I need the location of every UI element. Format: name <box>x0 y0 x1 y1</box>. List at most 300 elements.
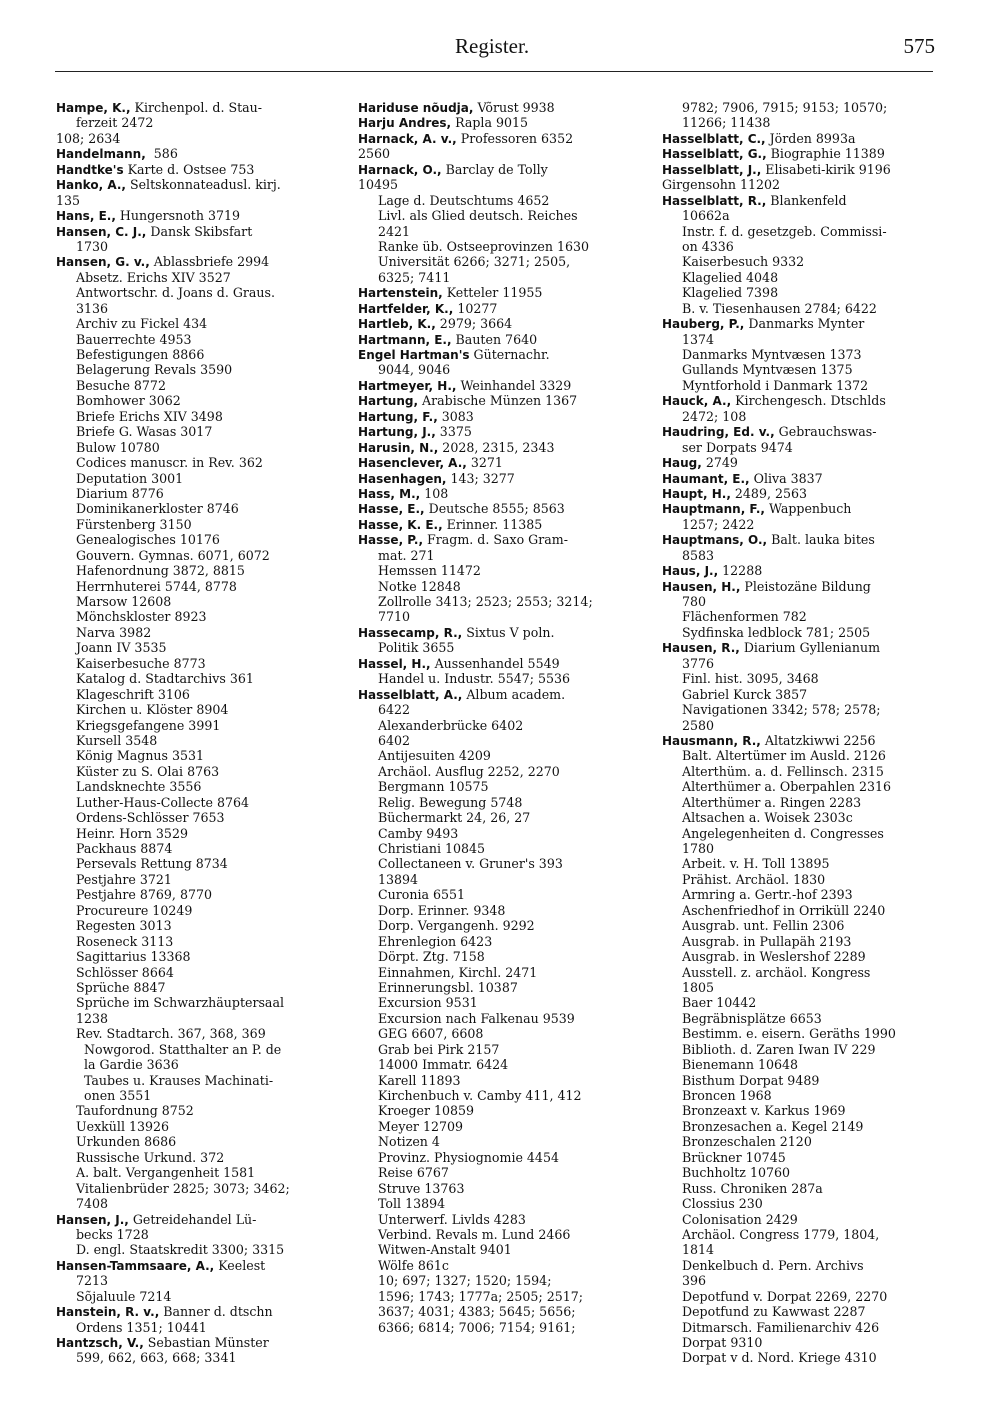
index-entry <box>56 795 346 810</box>
entry-text: Sydfinska ledblock 781; 2505 <box>682 624 871 640</box>
index-entry <box>358 1181 648 1196</box>
index-entry <box>56 579 346 594</box>
entry-text: 780 <box>682 594 707 609</box>
index-entry <box>56 1134 346 1149</box>
index-entry <box>358 1289 648 1304</box>
entry-heading: Hansen-Tammsaare, A., <box>56 1258 215 1273</box>
entry-text: Banner d. dtschn <box>159 1304 273 1320</box>
entry-text: Alterthüm. a. d. Fellinsch. 2315 <box>682 763 884 779</box>
entry-text: Livl. als Glied deutsch. Reiches <box>378 208 578 224</box>
index-entry <box>662 1073 954 1088</box>
index-entry <box>662 1350 954 1365</box>
index-entry <box>56 702 346 717</box>
index-entry <box>358 440 648 455</box>
entry-text: Clossius 230 <box>682 1196 763 1212</box>
entry-text: Toll 13894 <box>378 1196 446 1212</box>
entry-text: Ausgrab. unt. Fellin 2306 <box>682 918 845 934</box>
index-entry <box>358 949 648 964</box>
index-entry <box>56 301 346 316</box>
entry-text: 108; 2634 <box>56 130 121 146</box>
index-entry <box>56 1073 346 1088</box>
entry-heading: Hasselblatt, C., <box>662 131 766 146</box>
entry-heading: Hauptmans, O., <box>662 533 768 548</box>
entry-text: Grab bei Pirk 2157 <box>378 1041 500 1057</box>
index-entry <box>358 100 648 115</box>
index-entry <box>358 131 648 146</box>
index-entry <box>358 903 648 918</box>
entry-heading: Hasse, K. E., <box>358 517 443 532</box>
index-entry <box>662 1057 954 1072</box>
index-entry <box>358 301 648 316</box>
entry-text: Seltskonnateadusl. kirj. <box>125 177 281 193</box>
entry-text: Brückner 10745 <box>682 1149 786 1165</box>
entry-text: 3271 <box>466 455 503 471</box>
index-entry <box>56 594 346 609</box>
entry-text: 1730 <box>76 238 109 254</box>
index-entry <box>56 980 346 995</box>
entry-heading: Haug, <box>662 456 702 471</box>
entry-text: Roseneck 3113 <box>76 933 174 949</box>
index-entry <box>662 1150 954 1165</box>
entry-text: 3136 <box>76 300 109 316</box>
entry-text: Dörpt. Ztg. 7158 <box>378 949 485 965</box>
entry-text: Klagelied 4048 <box>682 269 779 285</box>
entry-text: A. balt. Vergangenheit 1581 <box>76 1165 256 1181</box>
index-entry <box>56 501 346 516</box>
entry-text: Meyer 12709 <box>378 1118 464 1134</box>
index-entry <box>662 193 954 208</box>
index-entry <box>358 254 648 269</box>
entry-text: Karell 11893 <box>378 1072 461 1088</box>
index-entry <box>358 625 648 640</box>
entry-text: Bomhower 3062 <box>76 393 181 409</box>
entry-text: Colonisation 2429 <box>682 1211 798 1227</box>
index-entry <box>662 949 954 964</box>
entry-text: 10662a <box>682 208 730 224</box>
index-entry <box>662 532 954 547</box>
index-entry <box>662 270 954 285</box>
index-entry <box>56 347 346 362</box>
entry-heading: Harju Andres, <box>358 116 452 131</box>
index-entry <box>358 316 648 331</box>
index-entry <box>662 486 954 501</box>
entry-text: Verbind. Revals m. Lund 2466 <box>378 1226 571 1242</box>
index-entry <box>56 270 346 285</box>
index-entry <box>56 779 346 794</box>
entry-text: 108 <box>420 485 449 501</box>
index-entry <box>358 779 648 794</box>
index-entry <box>662 146 954 161</box>
entry-text: Gullands Myntvæsen 1375 <box>682 362 853 378</box>
index-entry <box>662 1212 954 1227</box>
entry-heading: Haumant, E., <box>662 471 750 486</box>
entry-text: Balt. lauka bites <box>767 532 875 548</box>
entry-text: Erinner. 11385 <box>442 516 543 532</box>
entry-heading: Hansen, J., <box>56 1212 129 1227</box>
index-entry <box>358 347 648 362</box>
entry-heading: Hansen, C. J., <box>56 224 147 239</box>
index-entry <box>56 748 346 763</box>
entry-heading: Hasselblatt, R., <box>662 193 767 208</box>
entry-text: 2580 <box>682 717 715 733</box>
index-entry <box>662 517 954 532</box>
entry-text: Alterthümer a. Oberpahlen 2316 <box>682 779 892 795</box>
entry-heading: Hariduse nõudja, <box>358 101 474 115</box>
index-entry <box>662 332 954 347</box>
index-entry <box>662 548 954 563</box>
index-entry <box>56 362 346 377</box>
entry-text: Curonia 6551 <box>378 887 466 903</box>
entry-text: Bronzeschalen 2120 <box>682 1134 812 1150</box>
index-entry <box>662 733 954 748</box>
page-number: 575 <box>903 34 935 58</box>
entry-text: Sebastian Münster <box>143 1335 269 1350</box>
entry-text: Russische Urkund. 372 <box>76 1149 225 1165</box>
index-entry <box>662 702 954 717</box>
entry-text: Elisabeti-kirik 9196 <box>761 161 891 177</box>
entry-text: 13894 <box>378 871 419 887</box>
entry-text: la Gardie 3636 <box>84 1057 179 1073</box>
entry-text: Notizen 4 <box>378 1134 440 1150</box>
index-entry <box>358 810 648 825</box>
index-entry <box>358 656 648 671</box>
index-entry <box>662 1011 954 1026</box>
index-entry <box>662 826 954 841</box>
index-entry <box>56 285 346 300</box>
index-entry <box>56 440 346 455</box>
index-entry <box>56 100 346 115</box>
entry-text: Hungersnoth 3719 <box>115 208 241 224</box>
index-entry <box>56 965 346 980</box>
entry-text: 3375 <box>435 424 472 440</box>
index-entry <box>662 980 954 995</box>
index-entry <box>358 1227 648 1242</box>
entry-text: Struve 13763 <box>378 1180 465 1196</box>
index-entry <box>662 208 954 223</box>
index-entry <box>56 995 346 1010</box>
index-entry <box>662 594 954 609</box>
index-entry <box>662 1134 954 1149</box>
index-entry <box>662 409 954 424</box>
entry-text: 1374 <box>682 331 715 347</box>
entry-text: Dorp. Vergangenh. 9292 <box>378 918 535 934</box>
index-entry <box>56 563 346 578</box>
index-entry <box>56 316 346 331</box>
index-entry <box>358 1304 648 1319</box>
index-entry <box>358 1042 648 1057</box>
entry-text: Oliva 3837 <box>749 470 823 486</box>
entry-text: Gouvern. Gymnas. 6071, 6072 <box>76 547 270 563</box>
index-entry <box>56 1026 346 1041</box>
entry-text: Briefe Erichs XIV 3498 <box>76 408 223 424</box>
index-entry <box>662 795 954 810</box>
index-entry <box>358 934 648 949</box>
entry-text: Sixtus V poln. <box>462 624 555 640</box>
entry-text: Excursion 9531 <box>378 995 478 1011</box>
index-entry <box>662 177 954 192</box>
index-entry <box>662 316 954 331</box>
entry-text: D. engl. Staatskredit 3300; 3315 <box>76 1242 285 1258</box>
entry-text: Schlösser 8664 <box>76 964 174 980</box>
index-entry <box>56 548 346 563</box>
entry-text: Bronzesachen a. Kegel 2149 <box>682 1118 864 1134</box>
entry-text: Alexanderbrücke 6402 <box>378 717 524 733</box>
entry-text: 396 <box>682 1273 707 1289</box>
index-entry <box>662 1026 954 1041</box>
entry-text: Altatzkiwwi 2256 <box>760 732 876 748</box>
index-entry <box>56 208 346 223</box>
entry-text: Dorpat 9310 <box>682 1335 763 1350</box>
header-rule <box>55 71 933 72</box>
entry-text: Võrust 9938 <box>473 100 555 115</box>
page-header <box>55 32 935 72</box>
index-entry <box>358 208 648 223</box>
index-entry <box>662 764 954 779</box>
entry-text: Ausgrab. in Weslershof 2289 <box>682 949 866 965</box>
index-column-3 <box>662 100 954 1366</box>
index-entry <box>358 872 648 887</box>
index-entry <box>56 532 346 547</box>
entry-heading: Hartung, J., <box>358 425 436 440</box>
entry-text: Absetz. Erichs XIV 3527 <box>76 269 231 285</box>
index-entry <box>662 424 954 439</box>
entry-heading: Engel Hartman's <box>358 348 470 362</box>
index-entry <box>358 517 648 532</box>
index-entry <box>358 409 648 424</box>
index-entry <box>358 718 648 733</box>
index-entry <box>358 733 648 748</box>
index-entry <box>662 224 954 239</box>
entry-text: Kroeger 10859 <box>378 1103 475 1119</box>
entry-text: 1257; 2422 <box>682 516 755 532</box>
index-entry <box>56 424 346 439</box>
index-entry <box>358 995 648 1010</box>
entry-text: Myntforhold i Danmark 1372 <box>682 377 869 393</box>
index-entry <box>358 532 648 547</box>
index-entry <box>358 965 648 980</box>
entry-text: 1596; 1743; 1777a; 2505; 2517; <box>378 1288 583 1304</box>
entry-text: Pestjahre 8769, 8770 <box>76 887 212 903</box>
index-entry <box>56 455 346 470</box>
entry-text: Herrnhuterei 5744, 8778 <box>76 578 237 594</box>
entry-heading: Hampe, K., <box>56 101 131 115</box>
entry-text: Buchholtz 10760 <box>682 1165 791 1181</box>
index-entry <box>56 918 346 933</box>
entry-text: 6366; 6814; 7006; 7154; 9161; <box>378 1319 576 1335</box>
index-entry <box>358 795 648 810</box>
entry-text: Begräbnisplätze 6653 <box>682 1010 822 1026</box>
index-entry <box>56 393 346 408</box>
entry-text: Girgensohn 11202 <box>662 177 781 193</box>
index-entry <box>358 1165 648 1180</box>
index-entry <box>358 841 648 856</box>
index-entry <box>56 609 346 624</box>
entry-text: Instr. f. d. gesetzgeb. Commissi- <box>682 223 887 239</box>
entry-text: Codices manuscr. in Rev. 362 <box>76 455 263 471</box>
entry-heading: Hartmann, E., <box>358 332 452 347</box>
entry-text: Baer 10442 <box>682 995 757 1011</box>
entry-heading: Hassel, H., <box>358 656 431 671</box>
entry-text: Arbeit. v. H. Toll 13895 <box>682 856 830 872</box>
index-entry <box>358 748 648 763</box>
entry-text: Blankenfeld <box>766 192 847 208</box>
index-entry <box>56 934 346 949</box>
entry-text: Joann IV 3535 <box>76 640 167 656</box>
index-entry <box>358 594 648 609</box>
entry-text: Ausstell. z. archäol. Kongress <box>682 964 871 980</box>
entry-text: 7408 <box>76 1196 109 1212</box>
entry-text: Gabriel Kurck 3857 <box>682 686 808 702</box>
index-entry <box>662 856 954 871</box>
entry-text: Fragm. d. Saxo Gram- <box>423 532 568 548</box>
entry-text: Sagittarius 13368 <box>76 949 191 965</box>
index-entry <box>56 718 346 733</box>
index-entry <box>56 1335 346 1350</box>
entry-text: 8583 <box>682 547 715 563</box>
index-entry <box>358 764 648 779</box>
page-title: Register. <box>455 34 530 58</box>
index-entry <box>358 1073 648 1088</box>
entry-text: Ehrenlegion 6423 <box>378 933 493 949</box>
entry-text: Uexküll 13926 <box>76 1118 170 1134</box>
index-entry <box>56 471 346 486</box>
index-entry <box>56 1212 346 1227</box>
index-entry <box>56 378 346 393</box>
index-entry <box>358 856 648 871</box>
entry-heading: Hauptmann, F., <box>662 502 765 517</box>
index-entry <box>662 841 954 856</box>
entry-text: Urkunden 8686 <box>76 1134 177 1150</box>
index-entry <box>56 1181 346 1196</box>
entry-heading: Hauberg, P., <box>662 317 745 332</box>
entry-heading: Hasse, E., <box>358 502 425 517</box>
entry-text: Depotfund v. Dorpat 2269, 2270 <box>682 1288 888 1304</box>
index-entry <box>662 934 954 949</box>
index-entry <box>662 563 954 578</box>
index-entry <box>662 640 954 655</box>
entry-text: Keelest <box>214 1257 266 1273</box>
entry-text: 12288 <box>718 563 763 579</box>
index-entry <box>662 903 954 918</box>
entry-text: 10495 <box>358 177 399 193</box>
entry-text: Taufordnung 8752 <box>76 1103 194 1119</box>
index-entry <box>56 872 346 887</box>
index-entry <box>662 115 954 130</box>
index-entry <box>662 131 954 146</box>
entry-text: 2749 <box>701 455 738 471</box>
entry-text: Balt. Altertümer im Ausld. 2126 <box>682 748 886 764</box>
index-entry <box>662 239 954 254</box>
entry-heading: Hartleb, K., <box>358 317 436 332</box>
index-entry <box>56 1350 346 1365</box>
entry-text: Taubes u. Krauses Machinati- <box>84 1072 274 1088</box>
index-entry <box>358 579 648 594</box>
entry-text: Kirchen u. Klöster 8904 <box>76 702 229 718</box>
entry-text: ferzeit 2472 <box>76 115 154 131</box>
index-entry <box>358 980 648 995</box>
entry-text: Mönchskloster 8923 <box>76 609 207 625</box>
index-entry <box>662 440 954 455</box>
entry-text: 135 <box>56 192 81 208</box>
entry-text: Persevals Rettung 8734 <box>76 856 228 872</box>
entry-text: Fürstenberg 3150 <box>76 516 192 532</box>
entry-text: Karte d. Ostsee 753 <box>123 161 255 177</box>
entry-text: 3776 <box>682 655 715 671</box>
entry-text: Aschenfriedhof in Orriküll 2240 <box>682 902 886 918</box>
entry-heading: Handtke's <box>56 162 124 177</box>
index-entry <box>358 239 648 254</box>
entry-text: Kriegsgefangene 3991 <box>76 717 221 733</box>
entry-text: Diarium 8776 <box>76 485 164 501</box>
index-entry <box>662 1289 954 1304</box>
index-entry <box>56 1103 346 1118</box>
entry-heading: Hartung, <box>358 394 419 409</box>
index-entry <box>56 856 346 871</box>
entry-text: Hemssen 11472 <box>378 563 481 579</box>
entry-heading: Haus, J., <box>662 564 719 579</box>
entry-heading: Hasenhagen, <box>358 471 447 486</box>
entry-text: 1805 <box>682 979 715 995</box>
entry-text: Luther-Haus-Collecte 8764 <box>76 794 250 810</box>
index-entry <box>56 656 346 671</box>
entry-text: Bauten 7640 <box>451 331 538 347</box>
index-entry <box>662 1242 954 1257</box>
entry-text: 3083 <box>437 408 474 424</box>
index-entry <box>358 193 648 208</box>
entry-text: 11266; 11438 <box>682 115 771 131</box>
entry-text: Album academ. <box>462 686 566 702</box>
entry-text: Collectaneen v. Gruner's 393 <box>378 856 563 872</box>
index-entry <box>662 1227 954 1242</box>
index-entry <box>56 1165 346 1180</box>
index-entry <box>358 1273 648 1288</box>
index-entry <box>662 965 954 980</box>
entry-text: Kursell 3548 <box>76 732 158 748</box>
index-entry <box>358 162 648 177</box>
index-entry <box>358 918 648 933</box>
entry-text: Vitalienbrüder 2825; 3073; 3462; <box>76 1180 290 1196</box>
index-entry <box>662 609 954 624</box>
index-entry <box>358 455 648 470</box>
entry-text: Bisthum Dorpat 9489 <box>682 1072 820 1088</box>
entry-text: Procureure 10249 <box>76 902 193 918</box>
index-entry <box>56 409 346 424</box>
index-entry <box>358 887 648 902</box>
entry-text: Finl. hist. 3095, 3468 <box>682 671 819 687</box>
entry-text: Belagerung Revals 3590 <box>76 362 233 378</box>
entry-heading: Hanstein, R. v., <box>56 1305 160 1320</box>
entry-text: Ablassbriefe 2994 <box>149 254 270 270</box>
entry-text: Pleistozäne Bildung <box>740 578 871 594</box>
index-entry <box>358 1011 648 1026</box>
entry-text: 1814 <box>682 1242 715 1258</box>
entry-text: Dorp. Erinner. 9348 <box>378 902 506 918</box>
index-entry <box>56 1258 346 1273</box>
entry-text: Sõjaluule 7214 <box>76 1288 172 1304</box>
index-entry <box>662 748 954 763</box>
entry-heading: Hass, M., <box>358 486 421 501</box>
entry-text: Büchermarkt 24, 26, 27 <box>378 810 531 826</box>
index-entry <box>358 177 648 192</box>
index-entry <box>662 471 954 486</box>
entry-heading: Hasselblatt, G., <box>662 147 767 162</box>
entry-text: Wappenbuch <box>764 501 852 517</box>
index-entry <box>662 995 954 1010</box>
entry-text: 7710 <box>378 609 411 625</box>
entry-heading: Hartfelder, K., <box>358 301 454 316</box>
index-entry <box>662 625 954 640</box>
entry-heading: Hartung, F., <box>358 409 438 424</box>
